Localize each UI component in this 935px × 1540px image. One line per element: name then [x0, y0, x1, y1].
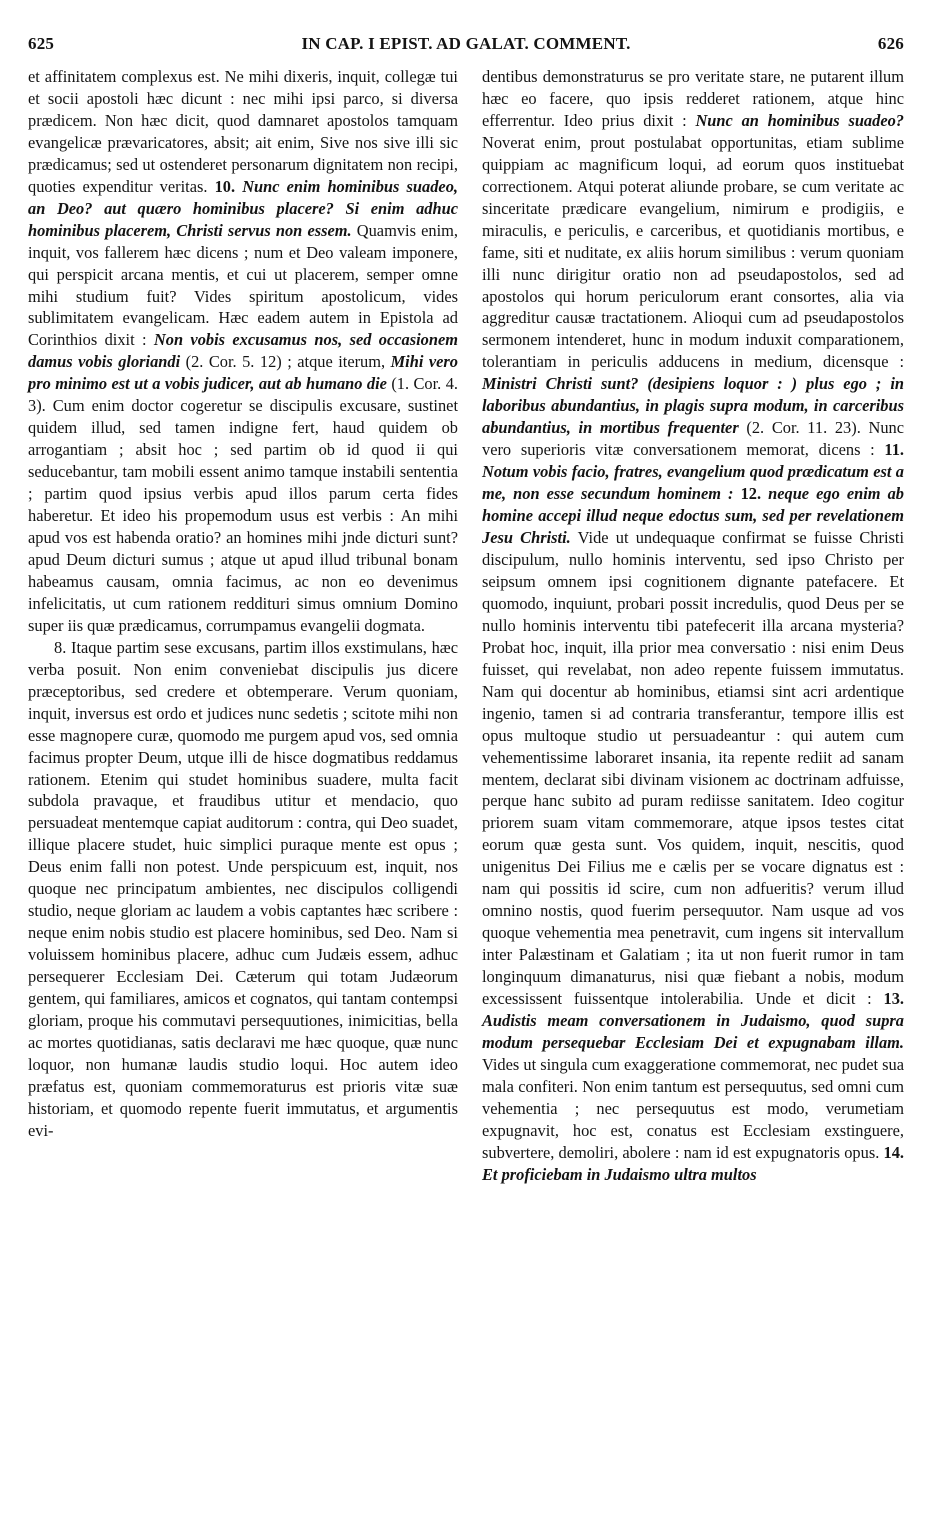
- page-number-left: 625: [28, 34, 55, 53]
- scripture-quote: Ministri Christi sunt? (desipiens loquor : ) plus ego ; in laboribus abundantius, in plagis supra modum, in carceribus abundantius, in mortibus frequenter: [482, 374, 904, 438]
- paragraph: [28, 66, 458, 637]
- scripture-quote: Nunc an hominibus suadeo?: [695, 110, 904, 130]
- body-text: [734, 484, 741, 503]
- left-column: [28, 66, 458, 1142]
- scripture-quote: Nunc enim hominibus suadeo, an Deo? aut quæro hominibus placere? Si enim adhuc hominibus placerem, Christi servus non essem.: [28, 176, 458, 240]
- scripture-quote: neque ego enim ab homine accepi illud neque edoctus sum, sed per revelationem Jesu Christi.: [482, 484, 904, 548]
- verse-number: 11.: [884, 440, 904, 460]
- body-text: Quamvis enim, inquit, vos fallerem hæc dicens ; num et Deo valeam imponere, qui perspicit arcana mentis, et cui ut placerem, semper omne mihi studium fuit? Vides spiritum apostolicum, vides sublimitatem evangelicam. Hæc eadem autem in Epistola ad Corinthios dixit :: [28, 220, 458, 350]
- verse-number: 10.: [214, 176, 236, 196]
- paragraph: [482, 66, 904, 1186]
- body-text: Noverat enim, prout postulabat opportunitas, etiam sublime quippiam ac magnificum loqui, ad eorum quos instituebat correctionem. Atqui poterat aliunde probare, se cum veritate ac sinceritate prædicare evangelium, nimirum e prodigiis, e miraculis, e periculis, e carceribus, et quotidianis mortibus, e fame, siti et nuditate, ex aliis horum similibus : verum quoniam illi nunc dirigitur oratio non ad pseudapostolos, sed ad apostolos qui horum periculorum erant consortes, alia via aggreditur causæ tractationem. Alioqui cum ad pseudapostolos sermonem intenderet, hunc in modum induxit comparationem, tolerantiam in periculis adducens in medium, dicensque :: [482, 132, 904, 372]
- verse-number: 13.: [883, 989, 904, 1009]
- scripture-quote: Audistis meam conversationem in Judaismo, quod supra modum persequebar Ecclesiam Dei et expugnabam illam.: [482, 1010, 904, 1052]
- body-text: (2. Cor. 11. 23). Nunc vero superioris vitæ conversationem memorat, dicens :: [482, 418, 904, 460]
- page-number-right: 626: [877, 34, 904, 53]
- body-text: (1. Cor. 4. 3). Cum enim doctor cogeretur se discipulis excusare, sustinet quidem illud, sed tamen indigne fert, haud quidem ob arrogantiam ; absit hoc ; sed partim ob id quod ii qui seducebantur, tam mobili essent animo tamque instabili sententia ; partim quod ipsius verbis apud illos parum certa fides haberetur. Et ideo his propemodum usus est verbis : An mihi apud vos est habenda oratio? an homines mihi jnde dicturi sunt? apud Deum dicturi sumus ; atque ut apud illud tribunal bonam habeamus causam, omnia facimus, ac non eo devenimus infelicitatis, ut cum rationem reddituri simus omnium Domino super iis quæ prædicamus, corrumpamus evangelii dogmata.: [28, 374, 458, 635]
- body-text: 8. Itaque partim sese excusans, partim illos exstimulans, hæc verba posuit. Non enim conveniebat discipulis jus dicere præceptoribus, sed credere et obtemperare. Verum quoniam, inquit, inversus est ordo et judices nunc sedetis ; scitote mihi non esse magnopere curæ, quomodo me purgem apud vos, sed omnia facimus propter Deum, utque illi de hisce dogmatibus reddamus rationem. Etenim qui studet hominibus suadere, multa facit subdola pravaque, et fraudibus utitur et mendacio, quo persuadeat mentemque capiat auditorum : contra, qui Deo suadet, illique placere studet, huic simplici puraque mente est opus ; Deus enim falli non potest. Unde perspicuum est, inquit, nos quoque nec principatum ambientes, nec discipulos colligendi studio, neque gloriam ac laudem a vobis captantes hæc scribere : neque enim nobis studio est placere hominibus, sed Deo. Nam si voluissem hominibus placere, adhuc cum Judæis essem, adhuc persequerer Ecclesiam Dei. Cæterum qui totam Judæorum gentem, qui familiares, amicos et cognatos, qui tantam contempsi gloriam, proque his commutavi persequutiones, inimicitias, bella ac mortes quotidianas, satis declaravi me hæc quoque, quæ nunc loquor, non humanæ laudis studio loqui. Hoc autem ideo præfatus est, quoniam commemoraturus est prioris vitæ suæ historiam, et quomodo repente fuerit immutatus, et argumentis evi-: [28, 637, 458, 1140]
- paragraph: [28, 637, 458, 1142]
- body-text: Vides ut singula cum exaggeratione commemorat, nec pudet sua mala confiteri. Non enim tantum est persequutus, sed omni cum vehementia ; nec persequutus est modo, verumetiam expugnavit, hoc est, conatus est Ecclesiam exstinguere, subvertere, demoliri, abolere : nam id est expugnatoris opus.: [482, 1054, 904, 1162]
- page-header: [28, 34, 904, 56]
- body-text: dentibus demonstraturus se pro veritate stare, ne putarent illum hæc eo facere, quo ipsis redderet rationem, atque hinc efferrentur. Ideo prius dixit :: [482, 67, 904, 130]
- verse-number: 14.: [883, 1142, 904, 1162]
- body-text: et affinitatem complexus est. Ne mihi dixeris, inquit, collegæ tui et socii apostoli hæc dicunt : nec mihi ipsi parco, si diversa prædicem. Non hæc dicit, quod damnaret apostolos tamquam evangelicæ prævaricatores, absit; ait enim, Sive nos sive illi sic prædicamus; sed ut ostenderet personarum dignitatem non recipi, quoties expenditur veritas.: [28, 67, 458, 196]
- body-text: (2. Cor. 5. 12) ; atque iterum,: [180, 352, 391, 372]
- right-column: [482, 66, 904, 1186]
- scripture-quote: Notum vobis facio, fratres, evangelium quod prædicatum est a me, non esse secundum hominem :: [482, 462, 904, 504]
- verse-number: 12.: [740, 484, 762, 504]
- scripture-quote: Mihi vero pro minimo est ut a vobis judicer, aut ab humano die: [28, 352, 458, 394]
- body-text: Vide ut undequaque confirmat se fuisse Christi discipulum, nullo hominis interventu, sed ipso Christo per seipsum omnem ipsi cognitionem dignante patefacere. Et quomodo, inquiunt, probari possit incredulis, quod Deus per se nullo hominis interventu tibi patefecerit illa arcana mysteria? Probat hoc, inquit, illa prior mea conversatio : nisi enim Deus fuisset, qui revelabat, non adeo repente fuissem immutatus. Nam qui docentur ab hominibus, etiamsi sint acri ardentique ingenio, tamen si ad contraria transferantur, tempore illis est opus multoque studio ut persuadeantur : qui autem cum vehementissime laboraret insania, ita repente rediit ad sanam mentem, declarat sibi divinam visionem ac doctrinam adfuisse, perque hanc subito ad puram rediisse sanitatem. Ideo cogitur priorem suam vitam commemorare, atque ipsos testes citat eorum quæ gesta sunt. Vos quidem, inquit, nescitis, quod unigenitus Dei Filius me e cælis per se vocare dignatus est : nam qui possitis id scire, cum non adfueritis? verum illud omnino nostis, quod fuerim persequutor. Nam usque ad vos quoque vehementia mea penetravit, cum ingens sit intervallum inter Palæstinam et Galatiam ; ita ut non fuerit rumor in tam longinquum dimanaturus, nisi quæ fiebant a nobis, modum excessissent fuissentque intolerabilia. Unde et dicit :: [482, 528, 904, 1009]
- scripture-quote: Non vobis excusamus nos, sed occasionem damus vobis gloriandi: [28, 330, 458, 372]
- running-title: IN CAP. I EPIST. AD GALAT. COMMENT.: [301, 34, 631, 53]
- scripture-quote: Et proficiebam in Judaismo ultra multos: [482, 1164, 757, 1184]
